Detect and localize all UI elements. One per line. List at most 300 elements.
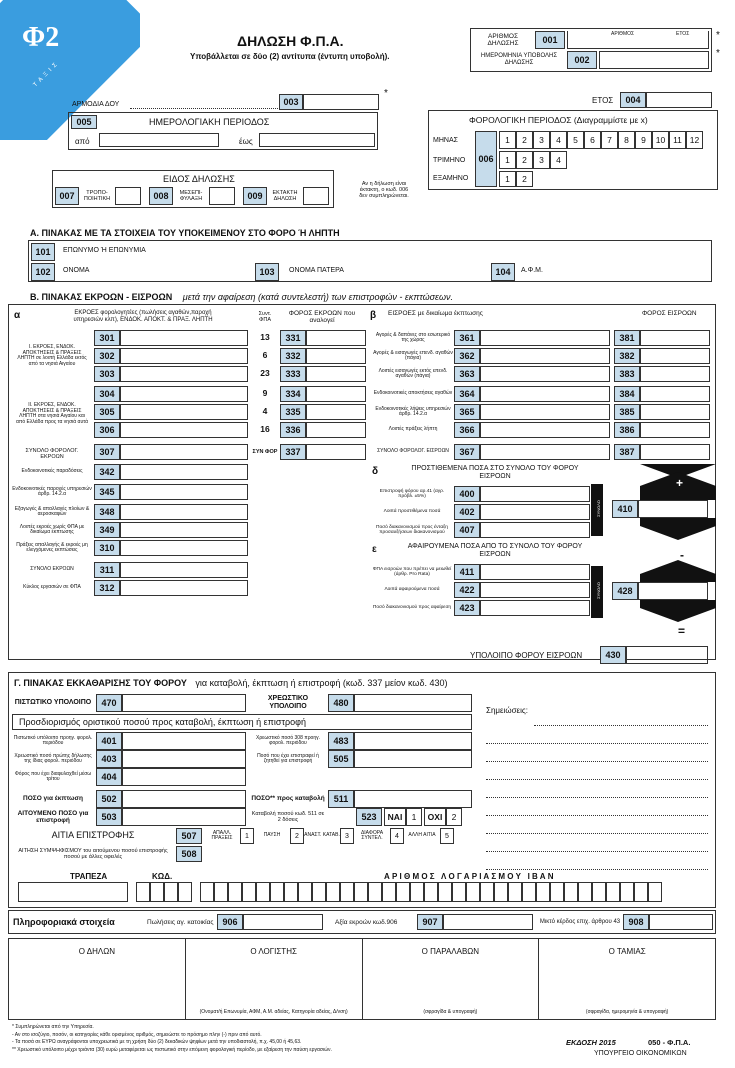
eps-title: ΑΦΑΙΡΟΥΜΕΝΑ ΠΟΣΑ ΑΠΟ ΤΟ ΣΥΝΟΛΟ ΤΟΥ ΦΟΡΟΥ ΕΙΣΡΟΩΝ [407,543,583,558]
etos-label: ΕΤΟΣ [592,96,614,105]
reason-label-1: ΑΠΑΛΛ. ΠΡΑΞΕΙΣ [211,829,233,841]
info-1-label: Πωλήσεις αγ. κατοικίας [147,919,214,926]
kind-label: ΕΙΔΟΣ ΔΗΛΩΣΗΣ [163,174,235,184]
iban-cell[interactable] [150,882,164,902]
pay-label: ΠΟΣΟ** προς καταβολή [251,795,325,803]
code-002: 002 [567,51,597,69]
field-385[interactable] [640,404,710,420]
afm-number-field[interactable] [567,31,709,49]
rate-306: 16 [260,424,270,435]
field-404[interactable] [122,768,246,786]
quarter-label: ΤΡΙΜΗΝΟ [433,157,466,164]
kind-label-007: ΤΡΟΠΟ-ΠΟΙΗΤΙΚΗ [83,189,111,202]
code-366: 366 [454,422,480,438]
kind-box-009[interactable] [303,187,329,205]
code-345: 345 [94,484,120,500]
field-337[interactable] [306,444,366,460]
signature-block [363,939,540,1019]
code-385: 385 [614,404,640,420]
outputs-header: ΕΚΡΟΕΣ φορολογητέες (πωλήσεις αγαθών,παροχή υπηρεσιών κλπ), ΕΝΔΟΚ. ΑΠΟΚΤ. & ΠΡΑΞ. ΛΗΠΤΗ [73,310,213,323]
field-428[interactable] [638,582,708,600]
form-title: ΔΗΛΩΣΗ Φ.Π.Α. [237,33,344,49]
code-349: 349 [94,522,120,538]
field-303[interactable] [120,366,248,382]
field-336[interactable] [306,422,366,438]
input-label-361: Αγορές & δαπάνες στο εσωτερικό της χώρας [375,331,451,343]
iban-cell[interactable] [298,882,312,902]
reason-box-1[interactable]: 1 [240,828,254,844]
kind-options [55,187,333,205]
rate-302: 6 [262,350,268,361]
kind-box-007[interactable] [115,187,141,205]
section-c-name: Γ. ΠΙΝΑΚΑΣ ΕΚΚΑΘΑΡΙΣΗΣ ΤΟΥ ΦΟΡΟΥ [14,678,187,688]
iban-cell[interactable] [410,882,424,902]
bank-code-label: ΚΩΔ. [152,872,173,881]
field-342[interactable] [120,464,248,480]
field-301[interactable] [120,330,248,346]
kind-note: Αν η δήλωση είναι έκτακτη, ο κωδ. 006 δεν συμπληρώνεται. [359,180,409,200]
no-box[interactable]: 2 [446,808,462,826]
field-312[interactable] [120,580,248,596]
code-503: 503 [96,808,122,826]
footer-notes [12,1024,532,1054]
afm-col1: ΑΡΙΘΜΟΣ [611,31,635,37]
iban-cell[interactable] [228,882,242,902]
month-cell-5[interactable]: 5 [567,131,584,149]
kind-box-008[interactable] [209,187,235,205]
field-402[interactable] [480,504,590,520]
minus-sign: - [680,548,684,562]
iban-cell[interactable] [564,882,578,902]
field-401[interactable] [122,732,246,750]
code-480: 480 [328,694,354,712]
surname-label: ΕΠΩΝΥΜΟ Ή ΕΠΩΝΥΜΙΑ [63,247,146,254]
code-511: 511 [328,790,354,808]
notes-line[interactable] [486,762,708,780]
field-331[interactable] [306,330,366,346]
code-009: 009 [243,187,267,205]
from-field[interactable] [99,133,219,147]
field-470[interactable] [122,694,246,712]
star-1: * [716,30,720,41]
field-363[interactable] [480,366,610,382]
input-label-365: Ενδοκοινοτικές λήψεις υπηρεσιών άρθρ. 14.2.α [375,405,451,417]
yes-label: ΝΑΙ [384,808,406,826]
field-362[interactable] [480,348,610,364]
iban-cell[interactable] [578,882,592,902]
code-422: 422 [454,582,480,598]
c-label-483: Χρεωστικό ποσό 308 προηγ. φορολ. περιόδου [256,734,320,746]
signature-block [186,939,363,1019]
code-386: 386 [614,422,640,438]
code-381: 381 [614,330,640,346]
code-301: 301 [94,330,120,346]
field-503[interactable] [122,808,246,826]
credit-label: ΠΙΣΤΩΤΙΚΟ ΥΠΟΛΟΙΠΟ [14,699,92,707]
field-410[interactable] [638,500,708,518]
semester-label: ΕΞΑΜΗΝΟ [433,175,469,182]
iban-cell[interactable] [424,882,438,902]
notes-lines [486,708,708,870]
inst-label: Καταβολή ποσού κωδ. 511 σε 2 δόσεις [251,810,325,823]
code-331: 331 [280,330,306,346]
reason-box-4[interactable]: 4 [390,828,404,844]
plus-sign: + [676,476,684,490]
month-cell-2[interactable]: 2 [516,131,533,149]
field-348[interactable] [120,504,248,520]
iban-cell[interactable] [592,882,606,902]
field-908[interactable] [649,914,713,930]
code-383: 383 [614,366,640,382]
reason-box-2[interactable]: 2 [290,828,304,844]
field-505[interactable] [354,750,472,768]
name-label: ΟΝΟΜΑ [63,267,90,274]
code-401: 401 [96,732,122,750]
info-row [8,910,716,934]
reason-options [204,828,454,844]
kind-label-009: ΕΚΤΑΚΤΗ ΔΗΛΩΣΗ [272,189,298,202]
field-384[interactable] [640,386,710,402]
ministry: ΥΠΟΥΡΓΕΙΟ ΟΙΚΟΝΟΜΙΚΩΝ [594,1050,687,1057]
field-302[interactable] [120,348,248,364]
field-364[interactable] [480,386,610,402]
iban-cell[interactable] [368,882,382,902]
quarter-cell-3[interactable]: 3 [533,151,550,169]
iban-cell[interactable] [522,882,536,902]
iban-cell[interactable] [508,882,522,902]
adj-label-402: Λοιπά προστιθέμενα ποσά [383,509,441,515]
iban-label: Α Ρ Ι Θ Μ Ο Σ Λ Ο Γ Α Ρ Ι Α Σ Μ Ο Υ Ι Β Α Ν [384,872,554,881]
field-349[interactable] [120,522,248,538]
code-104: 104 [491,263,515,281]
equals-sign: = [678,624,686,638]
adj-label-400: Επιστροφή φόρου αρ.41 (αγρ. πρόβλ. ±5%) [379,488,445,499]
field-306[interactable] [120,422,248,438]
code-007: 007 [55,187,79,205]
declaration-kind [52,170,334,208]
other-label-349: Λοιπές εκροές χωρίς ΦΠΑ με δικαίωμα έκπτωσης [19,523,85,535]
kind-option-008[interactable] [149,187,239,205]
field-386[interactable] [640,422,710,438]
c-label-401: Πιστωτικό υπόλοιπο προηγ. φορολ. περιόδου [13,734,93,746]
code-304: 304 [94,386,120,402]
iban-cell[interactable] [164,882,178,902]
c-label-403: Χρεωστικό ποσό πρώτης δήλωσης της ίδιας φορολ. περιόδου [14,752,92,764]
doy-field[interactable] [303,94,379,110]
notes-line[interactable] [486,834,708,852]
field-361[interactable] [480,330,610,346]
signature-block [9,939,186,1019]
iban-cell[interactable] [18,882,128,902]
code-361: 361 [454,330,480,346]
notes-line[interactable] [486,798,708,816]
notes-line[interactable] [486,726,708,744]
field-345[interactable] [120,484,248,500]
info-3-label: Μικτό κέρδος επιχ. άρθρου 43 [539,918,621,925]
field-387[interactable] [640,444,710,460]
reason-label-2: ΠΑΥΣΗ [263,832,281,839]
debit-label: ΧΡΕΩΣΤΙΚΟ ΥΠΟΛΟΙΠΟ [267,695,309,710]
beta-label: β [370,310,377,321]
field-423[interactable] [480,600,590,616]
semester-cell-1[interactable]: 1 [499,171,516,187]
field-366[interactable] [480,422,610,438]
field-311[interactable] [120,562,248,578]
rate-304: 9 [262,388,268,399]
reason-label-3: ΑΝΑΣΤ. ΚΑΤΑΒ. [304,832,340,839]
calendar-period [68,112,378,150]
iban-cell[interactable] [396,882,410,902]
code-523: 523 [356,808,382,826]
code-311: 311 [94,562,120,578]
iban-cell[interactable] [200,882,214,902]
field-310[interactable] [120,540,248,556]
other-label-348: Εξαγωγές & απαλλαγές πλοίων & αεροσκαφών [14,505,90,517]
footer-note-1: * Συμπληρώνεται από την Υπηρεσία. [12,1024,94,1030]
iban-cell[interactable] [326,882,340,902]
iban-cell[interactable] [354,882,368,902]
date-label: ΗΜΕΡΟΜΗΝΙΑ ΥΠΟΒΟΛΗΣ ΔΗΛΩΣΗΣ [480,53,558,66]
signatures [8,938,716,1020]
field-383[interactable] [640,366,710,382]
signature-title: Ο ΔΗΛΩΝ [78,947,115,956]
tax-in-header: ΦΟΡΟΣ ΕΙΣΡΟΩΝ [642,310,697,317]
declaration-number-box [470,28,712,72]
code-303: 303 [94,366,120,382]
c-label-505: Ποσό που έχει επιστραφεί ή ζητηθεί για επιστροφή [257,752,319,764]
iban-cell[interactable] [256,882,270,902]
kind-option-007[interactable] [55,187,145,205]
iban-cell[interactable] [648,882,662,902]
field-422[interactable] [480,582,590,598]
iban-cell[interactable] [340,882,354,902]
field-483[interactable] [354,732,472,750]
code-306: 306 [94,422,120,438]
code-411: 411 [454,564,480,580]
info-2-label: Αξία εκροών κωδ.906 [335,919,398,926]
code-332: 332 [280,348,306,364]
notes-line[interactable] [486,852,708,870]
rate-301: 13 [260,332,270,343]
date-field[interactable] [599,51,709,69]
field-407[interactable] [480,522,590,538]
to-field[interactable] [259,133,375,147]
code-505: 505 [328,750,354,768]
form-code: 050 - Φ.Π.Α. [648,1038,691,1047]
iban-cell[interactable] [494,882,508,902]
field-907[interactable] [443,914,533,930]
field-502[interactable] [122,790,246,808]
iban-cell[interactable] [620,882,634,902]
inputs-header: ΕΙΣΡΟΕΣ με δικαίωμα έκπτωσης [388,310,483,317]
field-367[interactable] [480,444,610,460]
field-305[interactable] [120,404,248,420]
month-cell-12[interactable]: 12 [686,131,703,149]
month-cell-8[interactable]: 8 [618,131,635,149]
code-470: 470 [96,694,122,712]
iban-cell[interactable] [452,882,466,902]
group-1-label: I. ΕΚΡΟΕΣ, ΕΝΔΟΚ. ΑΠΟΚΤΗΣΕΙΣ & ΠΡΑΞΕΙΣ ΛΗΠΤΗ σε λοιπή Ελλάδα εκτός από τα νησιά Αιγαίου [17,344,87,367]
father-label: ΟΝΟΜΑ ΠΑΤΕΡΑ [289,267,344,274]
star-2: * [716,48,720,59]
month-cell-6[interactable]: 6 [584,131,601,149]
quarter-cells [499,151,567,169]
iban-cell[interactable] [312,882,326,902]
quarter-cell-2[interactable]: 2 [516,151,533,169]
field-334[interactable] [306,386,366,402]
semester-cell-2[interactable]: 2 [516,171,533,187]
month-cell-3[interactable]: 3 [533,131,550,149]
code-428: 428 [612,582,638,600]
month-cell-10[interactable]: 10 [652,131,669,149]
iban-cell[interactable] [136,882,150,902]
adj-label-407: Ποσό διακανονισμού προς ένταξη προσαυξήσεων διακανονισμού [376,524,448,535]
code-908: 908 [623,914,649,930]
notes-line[interactable] [486,744,708,762]
field-333[interactable] [306,366,366,382]
field-381[interactable] [640,330,710,346]
delta-title: ΠΡΟΣΤΙΘΕΜΕΝΑ ΠΟΣΑ ΣΤΟ ΣΥΝΟΛΟ ΤΟΥ ΦΟΡΟΥ ΕΙΣΡΟΩΝ [411,465,579,480]
code-307: 307 [94,444,120,460]
refund-label: ΑΙΤΟΥΜΕΝΟ ΠΟΣΟ για επιστροφή [17,809,89,824]
code-001: 001 [535,31,565,49]
iban-cell[interactable] [606,882,620,902]
reason-label-4: ΔΙΑΦΟΡΑ ΣΥΝΤΕΛ. [360,829,384,841]
code-483: 483 [328,732,354,750]
bank-label: ΤΡΑΠΕΖΑ [70,872,108,881]
iban-cell[interactable] [214,882,228,902]
field-307[interactable] [120,444,248,460]
code-305: 305 [94,404,120,420]
alpha-label: α [14,310,21,321]
code-423: 423 [454,600,480,616]
month-cell-11[interactable]: 11 [669,131,686,149]
field-332[interactable] [306,348,366,364]
signature-title: Ο ΤΑΜΙΑΣ [608,947,646,956]
field-480[interactable] [354,694,472,712]
rate-303: 23 [260,368,270,379]
quarter-cell-4[interactable]: 4 [550,151,567,169]
iban-cell[interactable] [438,882,452,902]
reason-label-5: ΑΛΛΗ ΑΙΤΙΑ [408,832,436,839]
total-out-label: ΣΥΝΟΛΟ ΦΟΡΟΛΟΓ. ΕΚΡΟΩΝ [25,447,79,460]
field-430[interactable] [626,646,708,664]
afm-col2: ΕΤΟΣ [676,31,690,37]
kind-option-009[interactable] [243,187,333,205]
code-004: 004 [620,92,646,108]
input-label-363: Λοιπές εισαγωγές εκτός επενδ. αγαθών (πάγια) [378,367,448,379]
footer-note-4: ** Χρεωστικό υπόλοιπο μέχρι τριάντα (30) ευρώ μεταφέρεται ως πιστωτικό στην επόμενη φορολογική περίοδο, με εξαίρεση την παύση εργασιών. [12,1046,332,1053]
code-387: 387 [614,444,640,460]
month-cell-1[interactable]: 1 [499,131,516,149]
field-400[interactable] [480,486,590,502]
code-101: 101 [31,243,55,261]
tax-out-header: ΦΟΡΟΣ ΕΚΡΟΩΝ που αναλογεί [288,309,356,324]
group-2-label: II. ΕΚΡΟΕΣ, ΕΝΔΟΚ. ΑΠΟΚΤΗΣΕΙΣ & ΠΡΑΞΕΙΣ ΛΗΠΤΗ στα νησιά Αιγαίου και από Ελλάδα προς τα νησιά αυτά [16,402,88,425]
code-404: 404 [96,768,122,786]
reason-box-3[interactable]: 3 [340,828,354,844]
iban-cell[interactable] [550,882,564,902]
code-003: 003 [279,94,303,110]
signature-title: Ο ΠΑΡΑΛΑΒΩΝ [421,947,480,956]
signature-block [539,939,715,1019]
etos-field[interactable] [646,92,712,108]
iban-cell[interactable] [284,882,298,902]
doy-line [130,108,278,109]
iban-cell[interactable] [242,882,256,902]
field-382[interactable] [640,348,710,364]
no-label: ΟΧΙ [424,808,446,826]
signature-note: (σφραγίδα & υπογραφή) [423,1009,478,1015]
code-508: 508 [176,846,202,862]
code-384: 384 [614,386,640,402]
code-006: 006 [475,131,497,187]
iban-cell[interactable] [178,882,192,902]
other-label-310: Πράξεις απαλλαγής & εκροές μη ελεγχόμενες εκπτώσεις [16,541,88,553]
field-906[interactable] [243,914,323,930]
iban-cell[interactable] [466,882,480,902]
code-335: 335 [280,404,306,420]
field-304[interactable] [120,386,248,402]
code-906: 906 [217,914,243,930]
iban-cell[interactable] [634,882,648,902]
code-407: 407 [454,522,480,538]
notes-line[interactable] [534,708,708,726]
quarter-cell-1[interactable]: 1 [499,151,516,169]
section-a [28,240,712,282]
reason-box-5[interactable]: 5 [440,828,454,844]
field-411[interactable] [480,564,590,580]
code-507: 507 [176,828,202,844]
code-402: 402 [454,504,480,520]
rate-307: ΣΥΝ ΦΟΡ [252,448,278,455]
doy-label: ΑΡΜΟΔΙΑ ΔΟΥ [72,101,120,108]
adj-label-422: Λοιπά αφαιρούμενα ποσά [384,587,440,593]
iban-cell[interactable] [382,882,396,902]
input-label-362: Αγορές & εισαγωγές επενδ. αγαθών (πάγια) [373,349,453,361]
month-cell-9[interactable]: 9 [635,131,652,149]
signature-title: Ο ΛΟΓΙΣΤΗΣ [250,947,297,956]
month-label: ΜΗΝΑΣ [433,137,458,144]
footer-note-3: - Τα ποσά σε ΕΥΡΩ αναγράφονται υποχρεωτικά με τη χρήση δύο (2) δεκαδικών ψηφίων μετά την υποδιαστολή, π.χ. 45,00 ή 45,63. [12,1039,302,1045]
section-b-sub: μετά την αφαίρεση (κατά συντελεστή) των επιστροφών - εκπτώσεων. [182,292,454,302]
field-403[interactable] [122,750,246,768]
code-102: 102 [31,263,55,281]
iban-cell[interactable] [536,882,550,902]
notes-line[interactable] [486,816,708,834]
yes-box[interactable]: 1 [406,808,422,826]
notes-line[interactable] [486,780,708,798]
offset-label: ΑΙΤΗΣΗ ΣΥΜΨΗΦΙΣΜΟΥ του αιτούμενου ποσού επιστροφής ποσού με άλλες οφειλές [18,847,168,860]
kind-label-008: ΜΕΣΕΠΙ-ΦΥΛΑΞΗ [179,189,203,202]
month-cell-7[interactable]: 7 [601,131,618,149]
c-label-404: Φόρος που έχει διαφυλαχθεί μέσω τρίτου [14,770,92,782]
input-label-364: Ενδοκοινοτικές αποκτήσεις αγαθών [373,390,453,397]
signature-note: (σφραγίδα, ημερομηνία & υπογραφή) [585,1009,669,1015]
field-335[interactable] [306,404,366,420]
input-label-367: ΣΥΝΟΛΟ ΦΟΡΟΛΟΓ. ΕΙΣΡΟΩΝ [377,448,449,455]
code-310: 310 [94,540,120,556]
iban-cell[interactable] [270,882,284,902]
month-cell-4[interactable]: 4 [550,131,567,149]
eps-arrow-bottom [640,600,716,622]
iban-cell[interactable] [480,882,494,902]
field-511[interactable] [354,790,472,808]
field-365[interactable] [480,404,610,420]
code-400: 400 [454,486,480,502]
section-b-name: Β. ΠΙΝΑΚΑΣ ΕΚΡΟΩΝ - ΕΙΣΡΟΩΝ [30,292,173,302]
code-336: 336 [280,422,306,438]
